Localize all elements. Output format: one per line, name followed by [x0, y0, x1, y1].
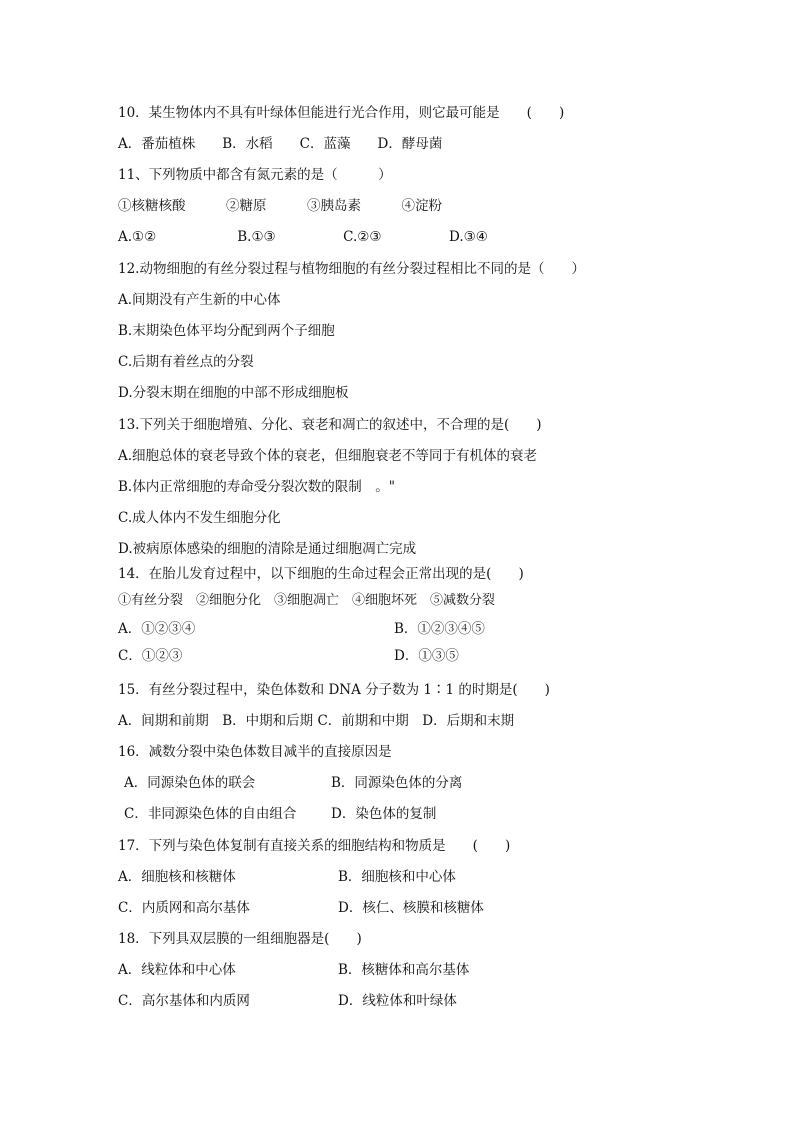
- q18-option-d: D．线粒体和叶绿体: [338, 993, 457, 1009]
- q14-items: ①有丝分裂 ②细胞分化 ③细胞凋亡 ④细胞坏死 ⑤减数分裂: [118, 593, 496, 608]
- q16-option-b: B．同源染色体的分离: [331, 775, 463, 791]
- q14-option-a: A．①②③④: [118, 621, 196, 637]
- q12-option-c: C.后期有着丝点的分裂: [118, 354, 254, 370]
- q17-stem: 17．下列与染色体复制有直接关系的细胞结构和物质是 ( ): [118, 838, 511, 854]
- q11-stem: 11、下列物质中都含有氮元素的是（ ）: [118, 167, 392, 183]
- q17-option-d: D．核仁、核膜和核糖体: [338, 900, 484, 916]
- q13-option-b: B.体内正常细胞的寿命受分裂次数的限制 。": [118, 479, 395, 495]
- q16-option-d: D．染色体的复制: [331, 806, 437, 822]
- q10-stem: 10．某生物体内不具有叶绿体但能进行光合作用，则它最可能是 ( ): [118, 105, 565, 121]
- q12-option-b: B.末期染色体平均分配到两个子细胞: [118, 323, 335, 339]
- q17-option-a: A．细胞核和核糖体: [118, 869, 236, 885]
- q14-option-b: B．①②③④⑤: [394, 621, 485, 637]
- q11-items: ①核糖核酸 ②糖原 ③胰岛素 ④淀粉: [118, 198, 442, 214]
- q12-option-d: D.分裂末期在细胞的中部不形成细胞板: [118, 385, 349, 401]
- q12-option-a: A.间期没有产生新的中心体: [118, 292, 281, 308]
- q12-stem: 12.动物细胞的有丝分裂过程与植物细胞的有丝分裂过程相比不同的是（ ）: [118, 261, 585, 277]
- q15-stem: 15．有丝分裂过程中，染色体数和 DNA 分子数为 1∶1 的时期是( ): [118, 682, 550, 698]
- q11-options: A.①② B.①③ C.②③ D.③④: [118, 229, 488, 245]
- q17-option-c: C．内质网和高尔基体: [118, 900, 250, 916]
- q16-option-a: A．同源染色体的联会: [124, 775, 256, 791]
- q14-stem: 14．在胎儿发育过程中，以下细胞的生命过程会正常出现的是( ): [118, 566, 524, 582]
- q16-stem: 16．减数分裂中染色体数目减半的直接原因是: [118, 744, 392, 760]
- q13-option-a: A.细胞总体的衰老导致个体的衰老，但细胞衰老不等同于有机体的衰老: [118, 448, 538, 464]
- q13-option-c: C.成人体内不发生细胞分化: [118, 510, 281, 526]
- q17-option-b: B．细胞核和中心体: [338, 869, 456, 885]
- q13-stem: 13.下列关于细胞增殖、分化、衰老和凋亡的叙述中，不合理的是( ): [118, 417, 542, 433]
- q18-option-a: A．线粒体和中心体: [118, 962, 236, 978]
- q16-option-c: C．非同源染色体的自由组合: [124, 806, 297, 822]
- q18-stem: 18．下列具双层膜的一组细胞器是( ): [118, 931, 362, 947]
- q13-option-d: D.被病原体感染的细胞的清除是通过细胞凋亡完成: [118, 541, 417, 557]
- q15-options: A．间期和前期 B．中期和后期 C．前期和中期 D．后期和末期: [118, 713, 515, 729]
- q14-option-d: D．①③⑤: [394, 648, 459, 664]
- q18-option-b: B．核糖体和高尔基体: [338, 962, 470, 978]
- q18-option-c: C．高尔基体和内质网: [118, 993, 250, 1009]
- q14-option-c: C．①②③: [118, 648, 183, 664]
- q10-options: A．番茄植株 B．水稻 C．蓝藻 D．酵母菌: [118, 136, 443, 152]
